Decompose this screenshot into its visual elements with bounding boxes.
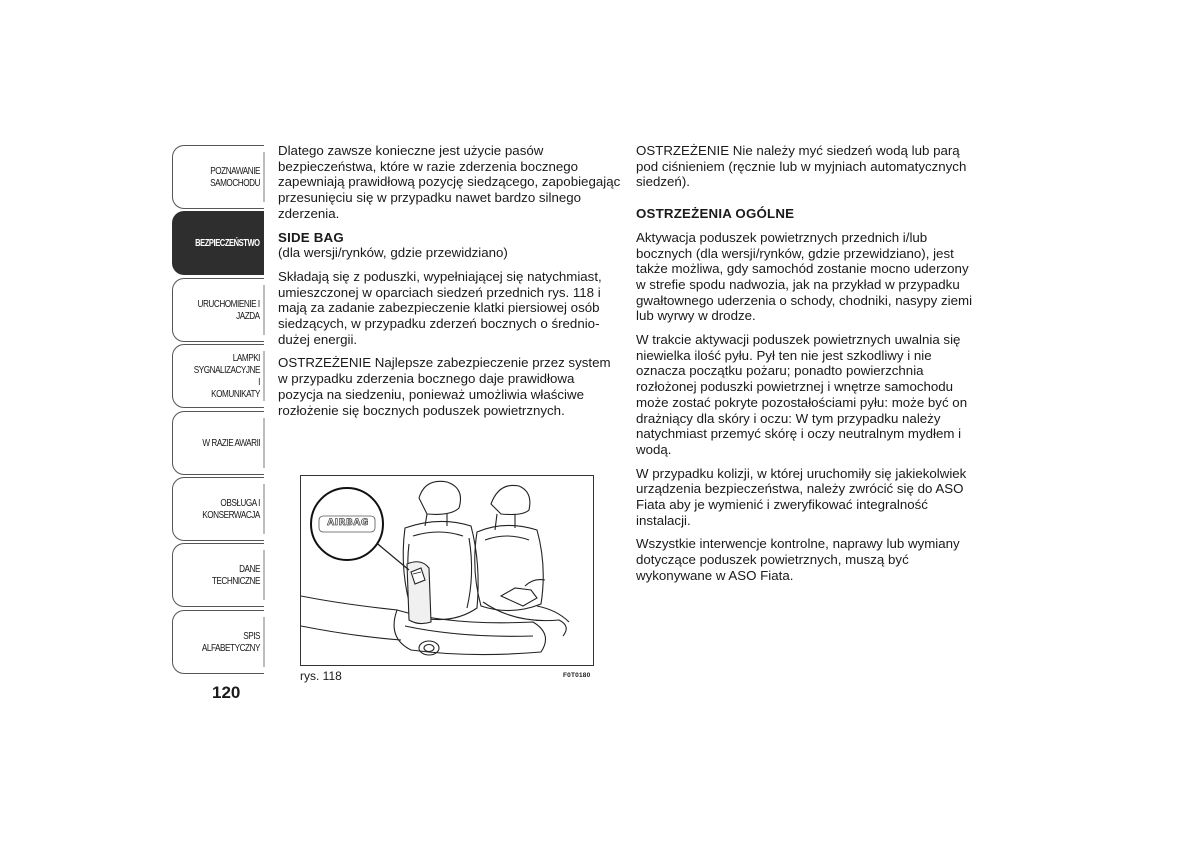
tab-w-razie-awarii[interactable]	[172, 411, 264, 475]
tab-lampki-sygnalizacyjne[interactable]	[172, 344, 264, 408]
paragraph: Wszystkie interwencje kontrolne, naprawy lub wymiany dotyczące poduszek powietrznych, muszą być wykonywane w ASO Fiata.	[636, 536, 960, 583]
tab-dane-techniczne[interactable]	[172, 543, 264, 607]
section-heading-side-bag: SIDE BAG	[278, 229, 344, 245]
seat-illustration	[301, 476, 593, 665]
warning-paragraph: OSTRZEŻENIE Najlepsze zabezpieczenie przez system w przypadku zderzenia bocznego daje prawidłowa pozycja na siedzeniu, ponieważ umożliwia właściwe rozłożenie się bocznych poduszek powietrznych.	[278, 355, 611, 418]
figure-code: F0T0180	[563, 672, 591, 679]
tab-label: URUCHOMIENIE I JAZDA	[197, 297, 260, 322]
paragraph: Dlatego zawsze konieczne jest użycie pasów bezpieczeństwa, które w razie zderzenia bocznego zapewniają prawidłową pozycję siedzącego, zapobiegając przesunięciu się w przypadku nawet bardzo silnego zderzenia.	[278, 143, 621, 221]
tab-poznawanie-samochodu[interactable]	[172, 145, 264, 209]
page-number: 120	[212, 683, 241, 702]
tab-spis-alfabetyczny[interactable]	[172, 610, 264, 674]
tab-uruchomienie-i-jazda[interactable]	[172, 278, 264, 342]
seat-airbag-figure	[300, 475, 594, 666]
left-column	[278, 143, 623, 426]
tab-obsluga-i-konserwacja[interactable]	[172, 477, 264, 541]
tab-label: BEZPIECZEŃSTWO	[195, 237, 260, 250]
paragraph: Aktywacja poduszek powietrznych przednich i/lub bocznych (dla wersji/rynków, gdzie przewidziano), jest także możliwa, gdy samochód zostanie mocno uderzony w strefie spodu nadwozia, jak na przykład w przypadku gwałtownego uderzenia o schody, chodniki, nasypy ziemi lub wyrwy w drodze.	[636, 229, 973, 324]
tab-label: POZNAWANIE SAMOCHODU	[210, 165, 260, 189]
section-subheading: (dla wersji/rynków, gdzie przewidziano)	[278, 245, 508, 261]
paragraph: Składają się z poduszki, wypełniającej się natychmiast, umieszczonej w oparciach siedzeń przednich rys. 118 i mają za zadanie zabezpieczenie klatki piersiowej osób siedzących, w przypadku zderzeń bocznych o średnio-dużej energii.	[278, 268, 602, 347]
airbag-label: AIRBAG	[327, 518, 369, 528]
paragraph: W trakcie aktywacji poduszek powietrznych uwalnia się niewielka ilość pyłu. Pył ten nie jest szkodliwy i nie oznacza początku pożaru; ponadto powierzchnia rozłożonej poduszki powietrznej i wnętrze samochodu może zostać pokryte pozostałościami pyłu: może być on drażniący dla skóry i oczu: W tym przypadku należy natychmiast przemyć skórę i oczy neutralnym mydłem i wodą.	[636, 332, 968, 457]
warning-paragraph: OSTRZEŻENIE Nie należy myć siedzeń wodą lub parą pod ciśnieniem (ręcznie lub w myjniach automatycznych siedzeń).	[636, 143, 967, 190]
right-column	[636, 143, 976, 592]
tab-label: OBSŁUGA I KONSERWACJA	[202, 496, 260, 521]
figure-caption: rys. 118	[300, 669, 342, 683]
chapter-tabs	[172, 145, 264, 676]
tab-bezpieczenstwo[interactable]	[172, 211, 264, 275]
paragraph: W przypadku kolizji, w której uruchomiły się jakiekolwiek urządzenia bezpieczeństwa, należy zwrócić się do ASO Fiata aby je wymienić i zweryfikować integralność instalacji.	[636, 465, 967, 528]
tab-label: LAMPKI SYGNALIZACYJNE I KOMUNIKATY	[193, 352, 260, 401]
tab-label: SPIS ALFABETYCZNY	[201, 629, 260, 654]
tab-label: DANE TECHNICZNE	[211, 563, 260, 588]
section-heading-general-warnings: OSTRZEŻENIA OGÓLNE	[636, 206, 795, 222]
tab-label: W RAZIE AWARII	[202, 436, 260, 449]
